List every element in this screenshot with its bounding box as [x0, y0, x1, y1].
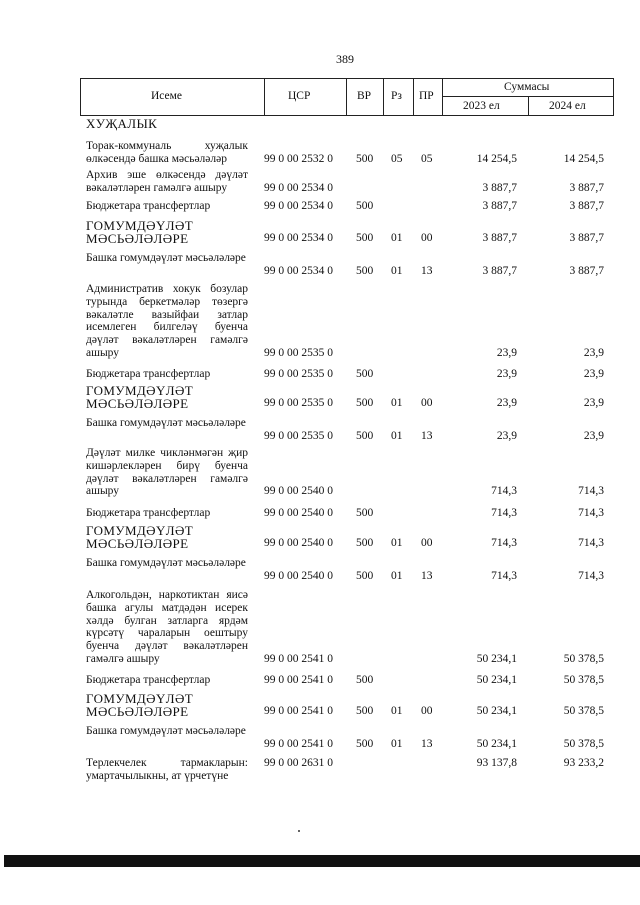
- row-csr: 99 0 00 2631 0: [264, 757, 333, 769]
- row-amount-2023: 3 887,7: [482, 181, 517, 194]
- row-amount-2024: 23,9: [583, 397, 604, 409]
- row-vr: 500: [356, 232, 374, 244]
- row-amount-2024: 714,3: [578, 537, 604, 549]
- header-divider: [528, 96, 529, 115]
- row-rz: 05: [391, 152, 403, 165]
- row-vr: 500: [356, 674, 374, 686]
- row-amount-2024: 714,3: [578, 569, 604, 582]
- header-divider: [264, 79, 265, 115]
- row-vr: 500: [356, 368, 374, 380]
- row-rz: 01: [391, 397, 403, 409]
- row-vr: 500: [356, 397, 374, 409]
- row-amount-2023: 14 254,5: [476, 152, 517, 165]
- row-rz: 01: [391, 232, 403, 244]
- row-rz: 01: [391, 429, 403, 442]
- row-csr: 99 0 00 2535 0: [264, 347, 333, 359]
- row-csr: 99 0 00 2540 0: [264, 507, 333, 519]
- header-vr: ВР: [357, 90, 372, 102]
- row-pr: 00: [421, 397, 433, 409]
- row-vr: 500: [356, 737, 374, 750]
- row-amount-2023: 714,3: [491, 569, 517, 582]
- row-name: ГОМУМДӘҮЛӘТ МӘСЬӘЛӘЛӘРЕ: [86, 523, 194, 551]
- row-name: Торак-коммуналь хуҗалык өлкәсендә башка мәсьәләләр: [86, 140, 248, 165]
- row-name: Башка гомумдәүләт мәсьәләләре: [86, 417, 246, 429]
- page-number: 389: [336, 52, 354, 66]
- row-name: Башка гомумдәүләт мәсьәләләре: [86, 252, 246, 264]
- row-name: Бюджетара трансфертлар: [86, 200, 211, 212]
- row-pr: 13: [421, 737, 433, 750]
- row-vr: 500: [356, 705, 374, 717]
- row-amount-2023: 50 234,1: [476, 705, 517, 717]
- row-amount-2023: 23,9: [496, 347, 517, 359]
- row-amount-2023: 23,9: [496, 397, 517, 409]
- row-csr: 99 0 00 2540 0: [264, 537, 333, 549]
- row-csr: 99 0 00 2534 0: [264, 264, 333, 277]
- row-name: Бюджетара трансфертлар: [86, 368, 211, 380]
- row-amount-2024: 50 378,5: [563, 674, 604, 686]
- row-pr: 13: [421, 429, 433, 442]
- header-divider: [383, 79, 384, 115]
- row-amount-2024: 714,3: [578, 485, 604, 498]
- row-rz: 01: [391, 264, 403, 277]
- row-rz: 01: [391, 705, 403, 717]
- row-amount-2024: 3 887,7: [569, 232, 604, 244]
- row-name: Бюджетара трансфертлар: [86, 507, 211, 519]
- row-vr: 500: [356, 537, 374, 549]
- scan-edge-bar: [4, 855, 640, 867]
- row-name: Башка гомумдәүләт мәсьәләләре: [86, 725, 246, 737]
- header-divider: [442, 79, 443, 115]
- row-name: ХУҖАЛЫК: [86, 116, 158, 131]
- row-amount-2023: 50 234,1: [476, 674, 517, 686]
- row-amount-2023: 50 234,1: [476, 737, 517, 750]
- row-csr: 99 0 00 2535 0: [264, 368, 333, 380]
- row-csr: 99 0 00 2541 0: [264, 653, 333, 665]
- row-pr: 05: [421, 152, 433, 165]
- header-divider: [346, 79, 347, 115]
- scan-speck: [298, 830, 300, 832]
- row-rz: 01: [391, 737, 403, 750]
- row-name: Архив эше өлкәсендә дәүләт вәкаләтләрен гамәлгә ашыру: [86, 169, 248, 194]
- row-csr: 99 0 00 2541 0: [264, 705, 333, 717]
- row-amount-2024: 50 378,5: [563, 737, 604, 750]
- row-amount-2024: 23,9: [583, 368, 604, 380]
- header-pr: ПР: [419, 90, 434, 102]
- row-name: Алкогольдән, наркотиктан яисә башка агулы матдәдән исерек хәлдә булган затларга ярдәм күрсәтү чараларын оештыру буенча дәүләт вәкаләтләрен гамәлгә ашыру: [86, 589, 248, 665]
- row-name: Дәүләт милке чикләнмәгән җир кишәрлекләрен бирү буенча дәүләт вәкаләтләрен гамәлгә ашыру: [86, 447, 248, 498]
- row-amount-2024: 14 254,5: [563, 152, 604, 165]
- row-name: ГОМУМДӘҮЛӘТ МӘСЬӘЛӘЛӘРЕ: [86, 218, 194, 246]
- row-csr: 99 0 00 2534 0: [264, 181, 333, 194]
- row-amount-2023: 23,9: [496, 368, 517, 380]
- header-rz: Рз: [391, 90, 402, 102]
- row-vr: 500: [356, 429, 374, 442]
- row-amount-2023: 714,3: [491, 507, 517, 519]
- row-csr: 99 0 00 2535 0: [264, 397, 333, 409]
- row-pr: 00: [421, 705, 433, 717]
- row-name: Башка гомумдәүләт мәсьәләләре: [86, 557, 246, 569]
- row-amount-2023: 3 887,7: [482, 232, 517, 244]
- row-amount-2024: 714,3: [578, 507, 604, 519]
- header-divider: [413, 79, 414, 115]
- row-amount-2024: 3 887,7: [569, 264, 604, 277]
- header-year-2024: 2024 ел: [549, 100, 586, 112]
- row-name: ГОМУМДӘҮЛӘТ МӘСЬӘЛӘЛӘРЕ: [86, 383, 194, 411]
- row-csr: 99 0 00 2541 0: [264, 737, 333, 750]
- row-rz: 01: [391, 569, 403, 582]
- row-amount-2024: 3 887,7: [569, 200, 604, 212]
- row-vr: 500: [356, 264, 374, 277]
- row-rz: 01: [391, 537, 403, 549]
- row-amount-2023: 714,3: [491, 537, 517, 549]
- row-pr: 00: [421, 537, 433, 549]
- row-pr: 13: [421, 264, 433, 277]
- header-name: Исеме: [151, 90, 183, 102]
- row-name: ГОМУМДӘҮЛӘТ МӘСЬӘЛӘЛӘРЕ: [86, 691, 194, 719]
- row-amount-2023: 93 137,8: [476, 757, 517, 769]
- row-csr: 99 0 00 2541 0: [264, 674, 333, 686]
- row-name: Терлекчелек тармакларын: умартачылыкны, ат үрчетүне: [86, 757, 248, 782]
- row-amount-2024: 50 378,5: [563, 705, 604, 717]
- row-name: Административ хокук бозулар турында беркетмәләр төзергә вәкаләтле вазыйфаи затлар исемлеген билгеләү буенча дәүләт вәкаләтләрен гамәлгә ашыру: [86, 283, 248, 359]
- row-name: Бюджетара трансфертлар: [86, 674, 211, 686]
- row-csr: 99 0 00 2540 0: [264, 485, 333, 498]
- row-amount-2024: 3 887,7: [569, 181, 604, 194]
- row-csr: 99 0 00 2540 0: [264, 569, 333, 582]
- row-amount-2024: 23,9: [583, 347, 604, 359]
- table-header: [80, 78, 614, 116]
- row-amount-2024: 50 378,5: [563, 653, 604, 665]
- row-vr: 500: [356, 152, 374, 165]
- row-csr: 99 0 00 2535 0: [264, 429, 333, 442]
- row-csr: 99 0 00 2534 0: [264, 200, 333, 212]
- row-amount-2023: 23,9: [496, 429, 517, 442]
- header-year-2023: 2023 ел: [463, 100, 500, 112]
- row-amount-2023: 3 887,7: [482, 200, 517, 212]
- row-vr: 500: [356, 507, 374, 519]
- row-amount-2023: 714,3: [491, 485, 517, 498]
- row-amount-2023: 50 234,1: [476, 653, 517, 665]
- header-csr: ЦСР: [288, 90, 311, 102]
- row-amount-2023: 3 887,7: [482, 264, 517, 277]
- row-vr: 500: [356, 200, 374, 212]
- row-pr: 00: [421, 232, 433, 244]
- row-pr: 13: [421, 569, 433, 582]
- row-vr: 500: [356, 569, 374, 582]
- row-csr: 99 0 00 2534 0: [264, 232, 333, 244]
- header-divider: [442, 96, 613, 97]
- row-amount-2024: 93 233,2: [563, 757, 604, 769]
- row-amount-2024: 23,9: [583, 429, 604, 442]
- row-csr: 99 0 00 2532 0: [264, 152, 333, 165]
- header-sum: Суммасы: [504, 81, 550, 93]
